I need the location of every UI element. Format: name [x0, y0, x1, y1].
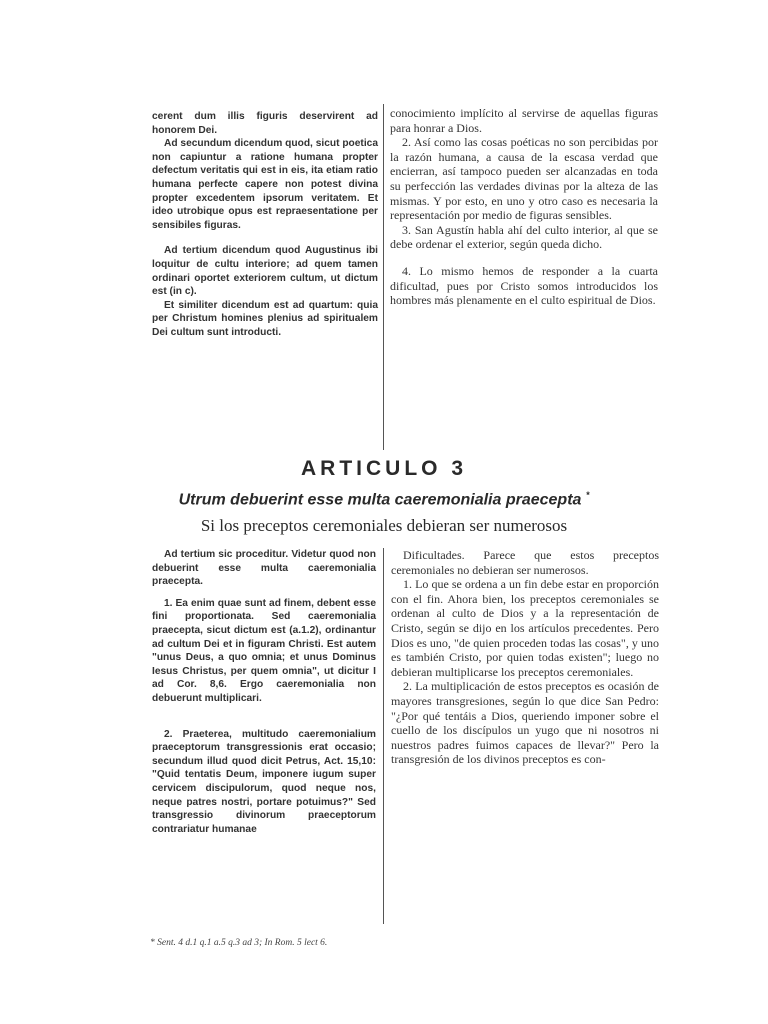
spanish-paragraph: 2. Así como las cosas poéticas no son percibidas por la razón humana, a causa de la escasa verdad que encierran, así tampoco pueden ser alcanzadas en toda su perfección las verdades divinas por la altezа de las mismas. Y por esto, en uno y otro caso es necesaria la representación por medio de figuras sensibles. [390, 135, 658, 223]
latin-question-text: Utrum debuerint esse multa caeremonialia praecepta [178, 491, 582, 509]
latin-paragraph: Ad secundum dicendum quod, sicut poetica non capiuntur a ratione humana propter defectum veritatis qui est in eis, ita etiam ratio humana perfecte capere non potest divina propter excedentem ipsorum veritatem. Et ideo utrobique opus est repraesentatione per sensibiles figuras. [152, 138, 378, 231]
spanish-paragraph: 2. La multiplicación de estos preceptos es ocasión de mayores transgresiones, según lo que dice San Pedro: "¿Por qué tentáis a Dios, queriendo imponer sobre el cuello de los discípulos un yugo que ni nosotros ni nuestros padres fuimos capaces de llevar?" Pero la transgresión de los divinos preceptos es con- [391, 679, 659, 767]
latin-paragraph: Ad tertium dicendum quod Augustinus ibi loquitur de cultu interiore; ad quem tamen ordinari oportet exteriorem cultum, ut dictum est (in c). [152, 245, 378, 298]
spanish-paragraph: 3. San Agustín habla ahí del culto interior, al que se debe ordenar el exterior, según queda dicho. [390, 222, 658, 252]
latin-column-bottom [152, 548, 376, 836]
latin-paragraph: Ad tertium sic proceditur. Videtur quod non debuerint esse multa caeremonialia praecepta. [152, 549, 376, 588]
latin-paragraph: Et similiter dicendum est ad quartum: quia per Christum homines plenius ad spiritualem Dei cultum sunt introducti. [152, 299, 378, 338]
spanish-column-bottom [391, 548, 659, 767]
spanish-column-top [390, 106, 658, 308]
footnote-mark: * [585, 490, 590, 500]
column-divider-top [383, 104, 384, 450]
latin-column-top [152, 110, 378, 340]
spanish-question-heading: Si los preceptos ceremoniales debieran ser numerosos [200, 516, 568, 535]
spanish-paragraph: conocimiento implícito al servirse de aquellas figuras para honrar a Dios. [390, 106, 658, 135]
latin-paragraph: 2. Praeterea, multitudo caeremonialium praeceptorum transgressionis erat occasio; secundum illud quod dicit Petrus, Act. 15,10: "Quid tentatis Deum, imponere iugum super cervicem discipulorum, quod neque nos, neque patres nostri, portare potuimus?" Sed transgressio divinorum praeceptorum contrariatur humanae [152, 728, 376, 835]
spanish-paragraph: Dificultades. Parece que estos preceptos ceremoniales no debieran ser numerosos. [391, 548, 659, 577]
spanish-paragraph: 4. Lo mismo hemos de responder a la cuarta dificultad, pues por Cristo somos introducidos los hombres más plenamente en el culto espiritual de Dios. [390, 263, 658, 308]
footnote: * Sent. 4 d.1 q.1 a.5 q.3 ad 3; In Rom. 5 lect 6. [150, 938, 328, 948]
spanish-paragraph: 1. Lo que se ordena a un fin debe estar en proporción con el fin. Ahora bien, los preceptos ceremoniales se ordenan al culto de Dios y a la representación de Cristo, según se dijo en los artículos precedentes. Pero Dios es uno, "de quien proceden todas las cosas", y uno es también Cristo, por quien todas existen"; luego no debieran multiplicarse los preceptos ceremoniales. [391, 577, 659, 679]
latin-question-heading [0, 490, 768, 509]
article-title: ARTICULO 3 [301, 457, 467, 480]
column-divider-bottom [383, 548, 384, 924]
latin-paragraph: 1. Ea enim quae sunt ad finem, debent esse fini proportionata. Sed caeremonialia praecepta, sicut dictum est (a.1.2), ordinantur ad cultum Dei et in figuram Christi. Est autem "unus Deus, a quo omnia; et unus Dominus Iesus Christus, per quem omnia", ut dicitur I ad Cor. 8,6. Ergo caeremonialia non debuerunt multiplicari. [152, 597, 376, 704]
latin-paragraph: cerent dum illis figuris deservirent ad honorem Dei. [152, 111, 378, 136]
